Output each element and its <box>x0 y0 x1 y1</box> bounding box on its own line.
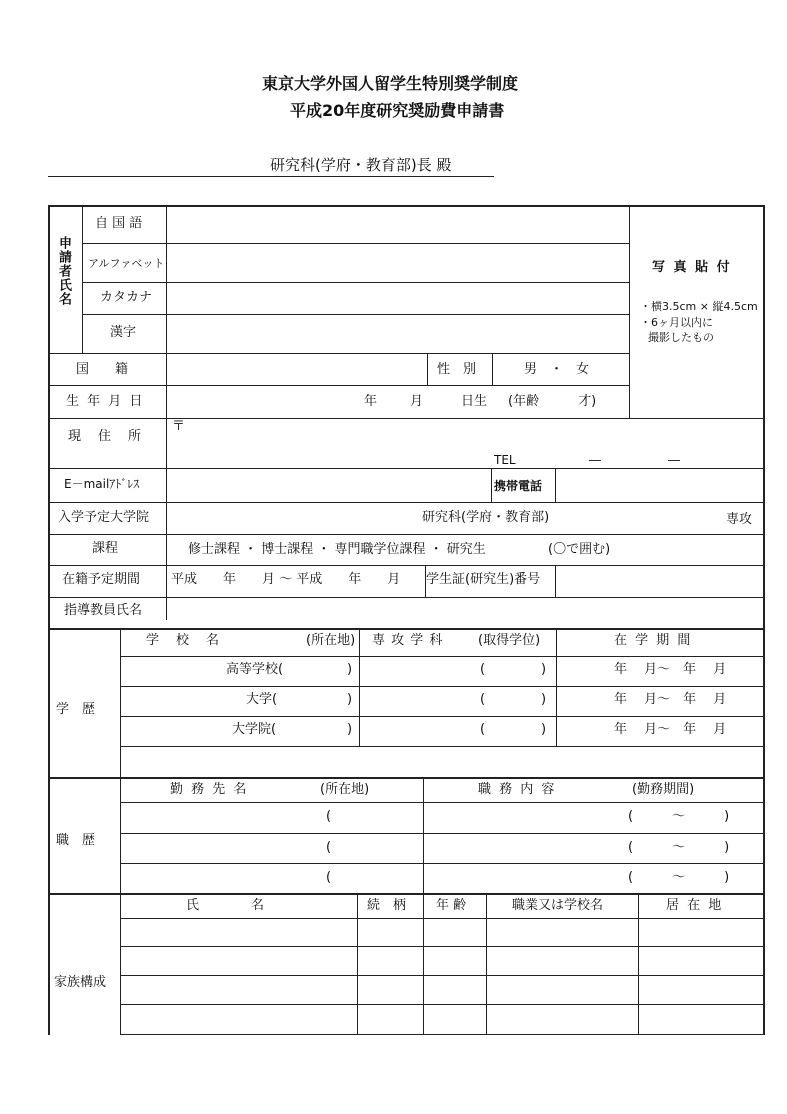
katakana-name-field[interactable] <box>170 286 625 311</box>
postal-mark: 〒 <box>172 419 186 434</box>
tel-field[interactable] <box>520 450 750 466</box>
nationality-label: 国 籍 <box>76 362 129 377</box>
employment-row-period[interactable]: ( ～ ) <box>628 870 730 885</box>
gender-label: 性 別 <box>437 362 477 377</box>
age-field[interactable]: (年齢 才) <box>508 394 597 409</box>
birthdate-label: 生 年 月 日 <box>66 394 145 409</box>
major-text: 専攻 <box>726 512 753 527</box>
family-header-relation: 続 柄 <box>367 898 407 913</box>
education-header-degree: (取得学位) <box>478 633 541 648</box>
education-header-location: (所在地) <box>306 633 356 648</box>
kanji-name-label: 漢字 <box>110 325 137 340</box>
form-title-line1: 東京大学外国人留学生特別奨学制度 <box>262 74 519 93</box>
katakana-name-label: カタカナ <box>100 290 153 305</box>
form-title-line2: 平成20年度研究奨励費申請書 <box>290 101 505 120</box>
education-header-major: 専 攻 学 科 <box>372 633 444 648</box>
education-extra-row[interactable] <box>124 750 759 774</box>
tel-dash-2: ― <box>668 453 680 467</box>
employment-row-paren: ( <box>326 840 332 855</box>
education-row-paren: ) <box>347 692 353 707</box>
native-name-label: 自 国 語 <box>95 216 143 231</box>
employment-row-paren: ( <box>326 809 332 824</box>
education-row-period[interactable]: 年 月～ 年 月 <box>614 722 727 737</box>
family-header-age: 年 齢 <box>436 898 467 913</box>
education-row-graduate-school: 大学院( <box>232 722 277 737</box>
birth-day-unit: 日生 <box>461 394 488 409</box>
education-degree-paren: ( <box>480 692 486 707</box>
alphabet-name-label: アルファベット <box>88 257 165 270</box>
employment-label: 職 歴 <box>56 833 96 848</box>
kanji-name-field[interactable] <box>170 318 625 350</box>
education-degree-paren: ) <box>541 662 547 677</box>
education-degree-paren: ) <box>541 722 547 737</box>
mobile-label: 携帯電話 <box>494 479 543 493</box>
photo-note-taken: 撮影したもの <box>648 331 714 344</box>
education-row-paren: ) <box>347 662 353 677</box>
gender-options[interactable]: 男 ・ 女 <box>524 362 590 377</box>
family-header-residence: 居 在 地 <box>666 898 724 913</box>
education-degree-paren: ( <box>480 722 486 737</box>
address-field[interactable] <box>185 422 755 447</box>
family-label: 家族構成 <box>54 975 107 990</box>
graduate-school-field[interactable] <box>170 507 415 531</box>
applicant-name-label: 申請者氏名 <box>56 236 71 306</box>
employment-header-duties: 職 務 内 容 <box>478 782 557 797</box>
course-options[interactable]: 修士課程 ・ 博士課程 ・ 専門職学位課程 ・ 研究生 <box>188 542 486 557</box>
nationality-field[interactable] <box>170 357 423 382</box>
education-row-period[interactable]: 年 月～ 年 月 <box>614 692 727 707</box>
employment-header-period: (勤務期間) <box>632 782 695 797</box>
education-row-period[interactable]: 年 月～ 年 月 <box>614 662 727 677</box>
advisor-field[interactable] <box>170 601 759 625</box>
photo-title: 写 真 貼 付 <box>652 260 732 275</box>
advisor-label: 指導教員氏名 <box>64 603 143 618</box>
graduate-school-label: 入学予定大学院 <box>58 510 150 525</box>
photo-note-recent: ・6ヶ月以内に <box>640 316 713 329</box>
addressee-underline <box>48 176 494 177</box>
education-row-high-school: 高等学校( <box>226 662 284 677</box>
education-row-university: 大学( <box>246 692 278 707</box>
course-label: 課程 <box>92 541 119 556</box>
native-name-field[interactable] <box>170 209 625 240</box>
email-field[interactable] <box>170 472 487 498</box>
address-label: 現 住 所 <box>68 429 144 444</box>
enrollment-period[interactable]: 平成 年 月 ～ 平成 年 月 <box>171 572 401 587</box>
employment-row-period[interactable]: ( ～ ) <box>628 809 730 824</box>
education-degree-paren: ( <box>480 662 486 677</box>
alphabet-name-field[interactable] <box>170 247 625 279</box>
addressee: 研究科(学府・教育部)長 殿 <box>270 156 452 174</box>
birth-year-unit: 年 <box>364 394 378 409</box>
student-id-label: 学生証(研究生)番号 <box>426 572 541 587</box>
course-note: (〇で囲む) <box>548 542 611 557</box>
photo-note-size: ・横3.5cm × 縦4.5cm <box>640 300 758 313</box>
tel-label: TEL <box>494 453 516 467</box>
employment-row-paren: ( <box>326 870 332 885</box>
tel-dash-1: ― <box>589 453 601 467</box>
family-header-name: 氏 名 <box>186 898 265 913</box>
education-row-paren: ) <box>347 722 353 737</box>
education-header-period: 在 学 期 間 <box>614 633 693 648</box>
birth-month-unit: 月 <box>410 394 424 409</box>
education-header-school: 学 校 名 <box>146 633 222 648</box>
employment-header-employer: 勤 務 先 名 <box>170 782 249 797</box>
enrollment-label: 在籍予定期間 <box>62 572 141 587</box>
education-label: 学 歴 <box>56 702 96 717</box>
education-degree-paren: ) <box>541 692 547 707</box>
mobile-field[interactable] <box>559 472 759 498</box>
family-header-occupation: 職業又は学校名 <box>512 898 604 913</box>
graduate-school-text: 研究科(学府・教育部) <box>422 510 550 525</box>
employment-row-period[interactable]: ( ～ ) <box>628 840 730 855</box>
employment-header-location: (所在地) <box>320 782 370 797</box>
student-id-field[interactable] <box>559 569 759 594</box>
email-label: E－mailｱﾄﾞﾚｽ <box>64 477 140 491</box>
